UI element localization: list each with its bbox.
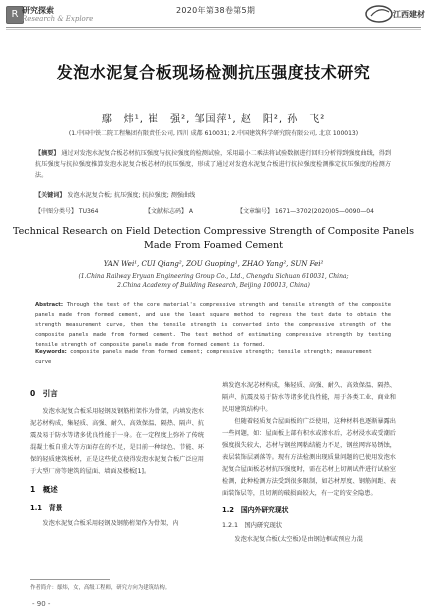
authors-en: YAN Wei¹, CUI Qiang², ZOU Guoping¹, ZHAO Yang², SUN Fei² bbox=[103, 260, 324, 268]
abstract-cn bbox=[35, 148, 391, 181]
continued-paragraph: 填发泡水泥芯材构成，集轻质、高强、耐久、高效保温、隔热、隔声、抗震及易于防水等诸多优良性能，用于各类工业、商业和民用建筑结构中。 bbox=[222, 382, 396, 413]
paper-title-en: Technical Research on Field Detection Compressive Strength of Composite Panels Made From Foamed Cement bbox=[12, 226, 415, 251]
subsubsection-heading-domestic: 1.2.1 国内研究现状 bbox=[222, 522, 283, 529]
brand-logo-icon bbox=[365, 4, 425, 24]
abstract-en-label: Abstract: bbox=[35, 302, 64, 308]
article-id: 【文章编号】 1671—3702(2020)05—0090—04 bbox=[237, 208, 374, 215]
keywords-en-text: composite panels made from formed cement; compressive strength; tensile strength; measurement curve bbox=[35, 349, 372, 365]
keywords-en bbox=[35, 347, 391, 367]
author-footnote: 作者简介：鄢炜，女，高级工程师，研究方向为建筑结构。 bbox=[30, 585, 171, 591]
article-meta bbox=[35, 206, 391, 215]
affiliation-cn: (1.中国中铁二院工程集团有限责任公司, 四川 成都 610031; 2.中国建筑科学研究院有限公司, 北京 100013) bbox=[68, 130, 359, 137]
keywords-cn-text: 发泡水泥复合板; 抗压强度; 抗拉强度; 测强曲线 bbox=[67, 192, 196, 199]
journal-logo-icon: R bbox=[6, 6, 24, 24]
subsection-heading-background: 1.1 背景 bbox=[30, 504, 63, 512]
abstract-cn-text: 通过对发泡水泥复合板芯材抗压强度与抗拉强度的检测试验，采用最小二乘法将试验数据进行回归分析得到强度曲线，得到抗压强度与抗拉强度推算发泡水泥复合板芯材的抗压强度，形成了通过对发泡水泥复合板进行抗拉强度检测推定抗压强度的检测方法。 bbox=[35, 150, 392, 179]
domestic-paragraph: 发泡水泥复合板(太空板)是由钢边框或预应力混 bbox=[234, 536, 363, 543]
keywords-en-label: Keywords: bbox=[35, 349, 67, 355]
keywords-cn-label: 【关键词】 bbox=[35, 192, 66, 199]
header-rule bbox=[6, 27, 421, 28]
section-heading-intro: 0 引言 bbox=[30, 389, 58, 398]
journal-name-en: Research & Explore bbox=[22, 15, 94, 23]
keywords-cn bbox=[35, 190, 391, 199]
affiliation-en bbox=[0, 272, 427, 290]
document-code: 【文献标志码】 A bbox=[145, 208, 194, 215]
clc-number: 【中图分类号】 TU364 bbox=[35, 208, 99, 215]
problems-paragraph: 但随着轻质复合屋面板的广泛使用，这种材料也逐渐暴露出一些问题，如：屋面板上部有积水或渗水后，芯材浸水或受潮后强度损失较大，芯材与钢丝网粘结能力不足，钢丝网容易锈蚀，表层装饰层剥落等。现有方法检测出现质量问题的已使用发泡水泥复合屋面板芯材抗压强度时，需在芯材上切割试件进行试验室检测，此种检测方法受到很多限制，如芯材厚度、钢筋间距、表面装饰层等，且切割的破损面较大，有一定的安全隐患。 bbox=[222, 418, 396, 497]
body-right-column bbox=[222, 380, 396, 546]
body-left-column bbox=[30, 382, 204, 530]
section-heading-overview: 1 概述 bbox=[30, 485, 58, 494]
footnote-rule bbox=[30, 579, 110, 580]
svg-text:江西建材: 江西建材 bbox=[393, 10, 425, 19]
abstract-en bbox=[35, 300, 391, 350]
abstract-cn-label: 【摘要】 bbox=[35, 150, 60, 157]
issue-info: 2020年第38卷第5期 bbox=[176, 6, 256, 15]
abstract-en-text: Through the test of the core material's compressive strength and tensile strength of the composite panels made from formed cement, and use the least square method to regress the test date to obtain the strength measurement curve, then the tensile strength is converted into the compressive strength of the composite panels made from formed cement. The test method of estimating compressive strength by testing tensile strength of composite panels made from formed cement is formed. bbox=[35, 302, 392, 348]
page-number: - 90 - bbox=[32, 600, 51, 608]
intro-paragraph: 发泡水泥复合板采用轻钢及钢筋桁架作为骨架，内填发泡水泥芯材构成，集轻质、高强、耐久、高效保温、隔热、隔声、抗震及易于防水等诸多优良性能于一身。在一定程度上弥补了传统混凝土板自重大等方面存在的不足，是目前一种绿色、节能、环保的轻质建筑板材，正是这些优点使得发泡水泥复合板广泛应用于大型厂房等建筑的屋面、墙面及楼板[1]。 bbox=[30, 408, 204, 475]
header-rule-thin bbox=[6, 29, 421, 30]
affiliation-en-line2: 2.China Academy of Building Research, Beijing 100013, China) bbox=[117, 282, 310, 289]
journal-name-cn: 研究探索 bbox=[22, 6, 54, 15]
affiliation-en-line1: (1.China Railway Eryuan Engineering Group Co., Ltd., Chengdu Sichuan 610031, China; bbox=[78, 273, 349, 280]
paper-title-cn: 发泡水泥复合板现场检测抗压强度技术研究 bbox=[56, 63, 371, 82]
subsection-heading-research-status: 1.2 国内外研究现状 bbox=[222, 506, 289, 514]
authors-cn: 鄢 炜¹, 崔 强², 邹国萍¹, 赵 阳², 孙 飞² bbox=[101, 114, 326, 125]
background-paragraph: 发泡水泥复合板采用轻钢及钢筋桁架作为骨架，内 bbox=[42, 520, 179, 527]
